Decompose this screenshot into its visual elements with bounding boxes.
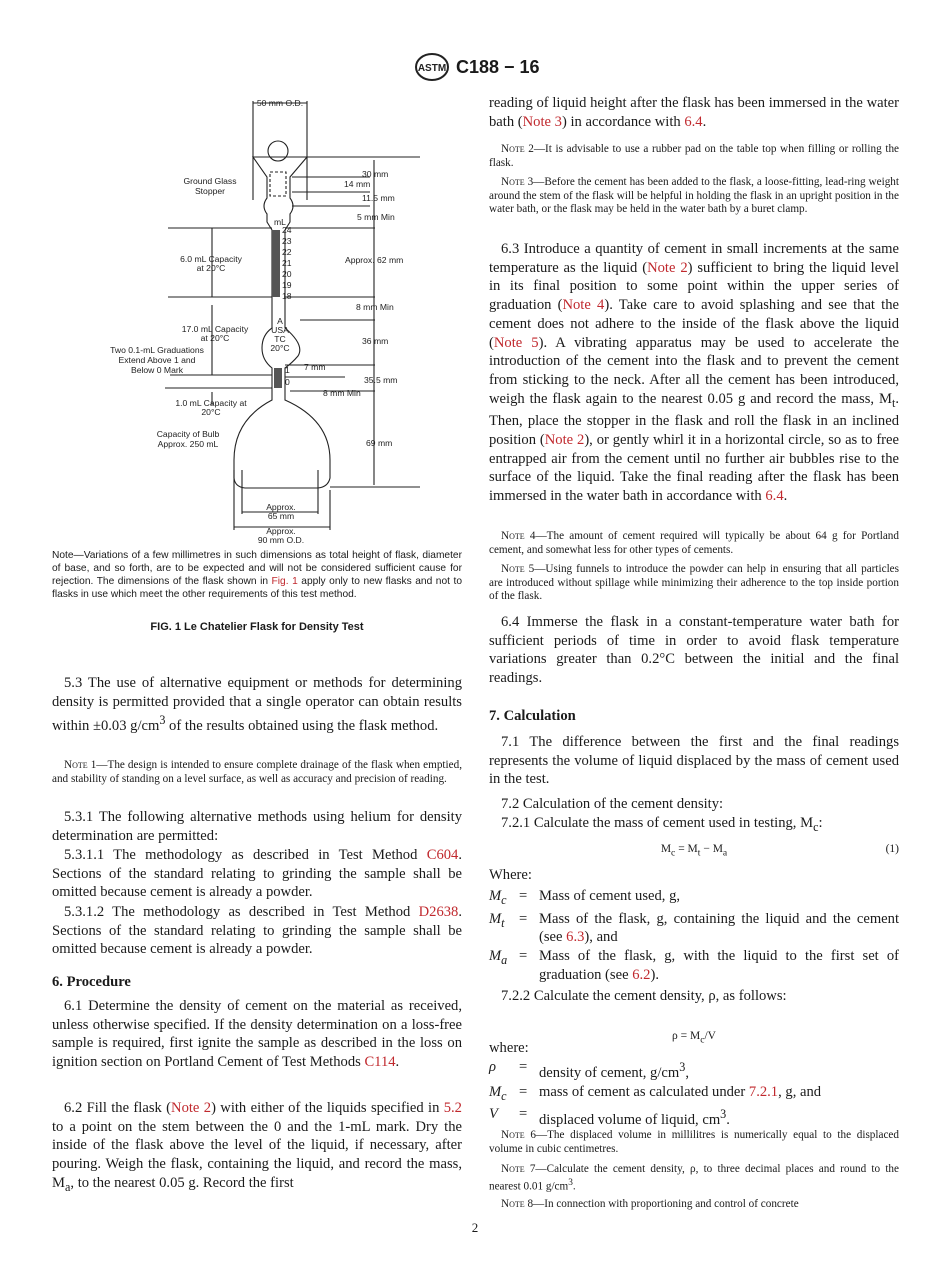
equals-sign: = [519,1059,528,1075]
paragraph-7-2-2 [489,987,899,1006]
note-2 [489,143,899,170]
definition-text [539,1105,899,1130]
note-label: Note [501,530,525,542]
cross-reference-link[interactable]: 6.3 [566,929,585,946]
subscript: t [891,395,896,410]
cross-reference-link[interactable]: 6.4 [765,488,784,505]
label-d5: 5 mm Min [357,212,395,222]
text-run: ρ = M [672,1030,701,1043]
paragraph-6-4 [489,613,899,688]
graduation-label: 21 [282,258,292,268]
label-two-graduations: Extend Above 1 and [118,355,196,365]
cross-reference-link[interactable]: Note 2 [544,431,585,448]
supscript: 3 [720,1107,727,1122]
text-run: ). [650,966,659,983]
text-run: 6.4 Immerse the flask in a constant-temperature water bath for sufficient periods of time in order to avoid flask temperature variations greater than 0.2°C between the initial and the final readings. [489,614,899,687]
text-run: Mass of the flask, g, with the liquid to the first set of graduation (see [539,948,899,983]
text-run: 7—Calculate the cement density, ρ, to three decimal places and round to the nearest 0.01 g/cm [489,1163,899,1193]
paragraph-7-1 [489,733,899,789]
supscript: 3 [568,1177,573,1188]
paragraph-7-2-1 [489,814,899,837]
label-d69: 69 mm [366,438,393,448]
text-run: 5.3.1.1 The methodology as described in Test Method [64,847,427,863]
text-run: 5.3.1.2 The methodology as described in Test Method [64,904,419,920]
label-w65: Approx. [266,502,296,512]
definition-text [539,887,899,910]
text-run: 1—The design is intended to ensure complete drainage of the flask when emptied, and stability of standing on a level surface, as well as accuracy and precision of reading. [52,759,462,785]
page-header [414,52,540,82]
le-chatelier-flask-figure [100,90,430,550]
text-run: M [489,1083,502,1100]
label-w90: Approx. [266,526,296,536]
graduation-label: 23 [282,236,292,246]
note-6 [489,1129,899,1156]
definition-text [539,1058,899,1083]
graduation-marks [272,230,282,388]
label-flask-mark: USA [271,325,289,335]
label-cap17: 17.0 mL Capacity [181,324,249,334]
text-run: . Sections of the standard relating to grinding the sample shall be omitted because cement is already a powder. [52,904,462,958]
definition-symbol [489,1083,519,1106]
label-two-graduations: Below 0 Mark [130,365,184,375]
text-run: ). Take care to avoid splashing and see that the cement does not adhere to the inside of the flask above the liquid ( [489,297,900,351]
equation-number: (1) [885,843,899,855]
label-w65: 65 mm [267,511,295,521]
equals-sign: = [519,888,528,904]
text-run: Note—Variations of a few millimetres in such dimensions as total height of flask, diameter of base, and so forth, are to be expected and will not be considered sufficient cause for rejection. The dimensions of the flask shown in [52,550,462,587]
text-run: apply only to new flasks and not to flasks in use which meet the other requirements of this test method. [52,576,462,600]
subscript: c [813,819,819,834]
cross-reference-link[interactable]: Note 2 [171,1100,212,1116]
label-d30: 30 mm [362,169,389,179]
text-run: . [702,113,707,130]
cross-reference-link[interactable]: 7.2.1 [748,1083,779,1100]
subscript: t [501,915,505,930]
flask-drawing [165,101,420,530]
definition-symbol [489,910,519,947]
definition-row [489,910,899,947]
equals-sign: = [519,1083,528,1100]
text-run: 8—In connection with proportioning and control of concrete [524,1198,799,1210]
text-run: ) in accordance with [561,113,685,130]
cross-reference-link[interactable]: 6.4 [684,113,703,130]
note-label: Note [501,1163,525,1175]
note-3 [489,176,899,217]
text-run: density of cement, g/cm [539,1064,680,1081]
cross-reference-link[interactable]: Note 5 [493,334,539,351]
label-cap6: 6.0 mL Capacity [180,254,242,264]
subscript: t [697,847,701,859]
paragraph-7-2 [489,795,899,814]
label-d8a: 8 mm Min [356,302,394,312]
text-run: 7.2.2 Calculate the cement density, ρ, as follows: [501,988,787,1004]
subscript: c [501,1088,507,1103]
text-run: 5.3 The use of alternative equipment or methods for determining density is permitted provided that a single operator can obtain results within ±0.03 g/cm [52,675,462,735]
text-run: M [489,948,502,965]
text-run: to a point on the stem between the 0 and the 1-mL mark. Dry the inside of the flask above the level of the liquid, if necessary, after pouring. Weigh the flask, containing the liquid, and record the mass, M [52,1118,462,1191]
equation-1 [489,843,899,858]
note-1 [52,759,462,786]
text-run: ρ [489,1059,497,1075]
text-run: M [489,888,502,904]
label-cap17: at 20°C [200,333,230,343]
cross-reference-link[interactable]: D2638 [418,904,459,920]
note-label: Note [501,176,525,188]
graduation-label: 18 [282,291,292,301]
text-run: M [489,910,502,927]
label-cap1: 20°C [201,407,221,417]
text-run: 6.1 Determine the density of cement on the material as received, unless otherwise specified. If the density determination on a loss-free sample is required, first ignite the sample as described in the loss on ignition section on Portland Cement of Test Methods [52,998,462,1071]
text-run: ) sufficient to bring the liquid level in its final position to some point within the upper series of graduation ( [489,259,899,314]
label-stopper: Stopper [194,186,226,196]
paragraph-5-3-1-1 [52,846,462,902]
svg-text:ASTM: ASTM [417,63,447,74]
note-label: Note [501,563,525,575]
text-run: 3—Before the cement has been added to the flask, a loose-fitting, lead-ring weight around the stem of the flask will be helpful in holding the flask in an upright position in the water bath, or the flask may be held in the water bath by a buret clamp. [489,176,899,216]
equals-sign: = [519,948,528,965]
cross-reference-link[interactable]: Fig. 1 [271,576,298,587]
paragraph-6-3 [489,240,899,506]
text-run: , to the nearest 0.05 g. Record the first [70,1174,294,1191]
text-run: Mass of the flask, g, containing the liquid and the cement (see [539,910,899,946]
text-run: 7.2 Calculation of the cement density: [501,796,724,812]
label-d14: 14 mm [344,179,371,189]
section-heading-calculation: 7. Calculation [489,708,576,724]
cross-reference-link[interactable]: Note 3 [522,113,562,130]
paragraph-6-2 [52,1099,462,1196]
text-run: ). A vibrating apparatus may be used to accelerate the introduction of the cement into the flask and to prevent the cement from sticking to the neck. After all the cement has been introduced, weigh the flask again to the nearest 0.05 g and record the mass, M [489,334,899,407]
definition-symbol [489,1058,519,1083]
figure-caption: FIG. 1 Le Chatelier Flask for Density Test [150,621,364,633]
label-stopper: Ground Glass [183,176,237,186]
text-run: reading of liquid height after the flask has been immersed in the water bath ( [489,95,899,130]
cross-reference-link[interactable]: Note 2 [647,259,688,276]
text-run: of the results obtained using the flask method. [165,718,439,735]
text-run: /V [704,1030,716,1043]
label-bulb: Capacity of Bulb [156,429,220,439]
label-mark-0: 0 [285,377,290,387]
note-label: Note [501,143,525,155]
definition-row [489,887,899,910]
text-run: ) with either of the liquids specified in [211,1100,444,1116]
text-run: − M [700,843,723,855]
paragraph-5-3-1-2 [52,903,462,959]
note-label: Note [64,759,88,771]
text-run: 6.2 Fill the flask ( [64,1100,172,1116]
text-run: 6—The displaced volume in millilitres is numerically equal to the displaced volume in cubic centimetres. [489,1129,899,1155]
cross-reference-link[interactable]: Note 4 [562,297,605,314]
where-label: Where: [489,867,532,883]
text-run: Mass of cement used, g, [539,888,681,904]
note-4 [489,530,899,557]
label-d355: 35.5 mm [364,375,398,385]
label-cap6: at 20°C [196,263,226,273]
label-flask-mark: 20°C [270,343,290,353]
text-run: , g, and [778,1083,822,1100]
note-label: Note [501,1198,525,1210]
definitions-1 [489,887,899,984]
note-7 [489,1163,899,1194]
note-8 [489,1198,899,1212]
figure-note [52,549,462,601]
text-run: ), and [584,929,618,946]
supscript: 3 [159,713,166,728]
text-run: 2—It is advisable to use a rubber pad on the table top when filling or rolling the flask. [489,143,899,169]
text-run: : [818,815,823,831]
section-heading-procedure: 6. Procedure [52,974,131,990]
subscript: a [64,1179,71,1194]
definition-symbol [489,887,519,910]
label-two-graduations: Two 0.1-mL Graduations [110,345,204,355]
text-run: 6.3 Introduce a quantity of cement in small increments at the same temperature as the liquid ( [489,241,899,276]
astm-logo-icon [414,52,450,82]
text-run: ), or gently whirl it in a horizontal circle, so as to free entrapped air from the cement until no further air bubbles rise to the surface of the liquid. Take the final reading after the flask has been immersed in the water bath in accordance with [489,431,899,505]
paragraph-continuation [489,94,899,131]
equals-sign: = [519,1106,528,1123]
text-run: . [395,1054,400,1071]
text-run: displaced volume of liquid, cm [539,1112,721,1129]
cross-reference-link[interactable]: 6.2 [632,966,651,983]
label-od50: 50 mm O.D. [256,98,304,108]
definition-row [489,1083,899,1106]
graduation-label: 19 [282,280,292,290]
figure-labels [110,98,403,545]
graduation-label: 22 [282,247,292,257]
label-bulb: Approx. 250 mL [157,439,219,449]
paragraph-6-1 [52,997,462,1072]
subscript: c [671,847,676,859]
definition-row [489,1058,899,1083]
label-flask-mark: TC [274,334,286,344]
supscript: 3 [679,1060,686,1074]
definition-text [539,910,899,947]
text-run: 4—The amount of cement required will typically be about 64 g for Portland cement, and somewhat less for other types of cements. [489,530,899,556]
subscript: a [501,952,508,967]
text-run: V [489,1106,498,1123]
text-run: mass of cement as calculated under [539,1083,749,1100]
text-run: . [572,1180,576,1193]
label-w90: 90 mm O.D. [257,535,305,545]
cross-reference-link[interactable]: C114 [364,1054,396,1071]
label-ml: mL [274,217,286,227]
label-mark-1: 1 [285,365,290,375]
note-label: Note [501,1129,525,1141]
text-run: 7.2.1 Calculate the mass of cement used in testing, M [501,815,814,831]
equation-1-body [660,843,728,859]
definition-symbol [489,1105,519,1130]
page-number: 2 [471,1220,479,1235]
where-label-2: where: [489,1040,529,1056]
label-flask-mark: A [277,316,283,326]
text-run: = M [675,843,698,855]
standard-designation: C188 − 16 [456,56,540,77]
note-5 [489,563,899,604]
label-cap1: 1.0 mL Capacity at [175,398,247,408]
label-d7: 7 mm [304,362,326,372]
text-run: M [660,843,672,855]
subscript: a [722,847,728,859]
cross-reference-link[interactable]: C604 [426,847,459,863]
label-d62: Approx. 62 mm [345,255,404,265]
text-run: . [783,488,788,505]
definitions-2 [489,1058,899,1130]
paragraph-5-3-1 [52,808,462,845]
paragraph-5-3 [52,674,462,736]
text-run: . Sections of the standard relating to grinding the sample shall be omitted because cement is already a powder. [52,847,462,901]
cross-reference-link[interactable]: 5.2 [443,1100,462,1116]
definition-symbol [489,947,519,984]
definition-row [489,1105,899,1130]
subscript: c [501,892,507,907]
label-d36: 36 mm [362,336,389,346]
text-run: 5—Using funnels to introduce the powder can help in ensuring that all particles are introduced without spillage while minimizing their adherence to the top inside portion of the flask. [489,563,899,603]
graduation-label: 20 [282,269,292,279]
definition-text [539,947,899,984]
text-run: 7.1 The difference between the first and the final readings represents the volume of liquid displaced by the mass of cement used in the test. [489,734,899,788]
text-run: 5.3.1 The following alternative methods using helium for density determination are permitted: [52,809,462,844]
graduation-label: 24 [282,225,292,235]
equals-sign: = [519,910,528,927]
definition-text [539,1083,899,1106]
text-run: , [685,1064,689,1081]
text-run: . Then, place the stopper in the flask and roll the flask in an inclined position ( [489,390,899,448]
label-d115: 11.5 mm [362,193,395,203]
text-run: . [726,1112,730,1129]
subscript: c [700,1034,705,1046]
label-d8b: 8 mm Min [323,388,361,398]
definition-row [489,947,899,984]
